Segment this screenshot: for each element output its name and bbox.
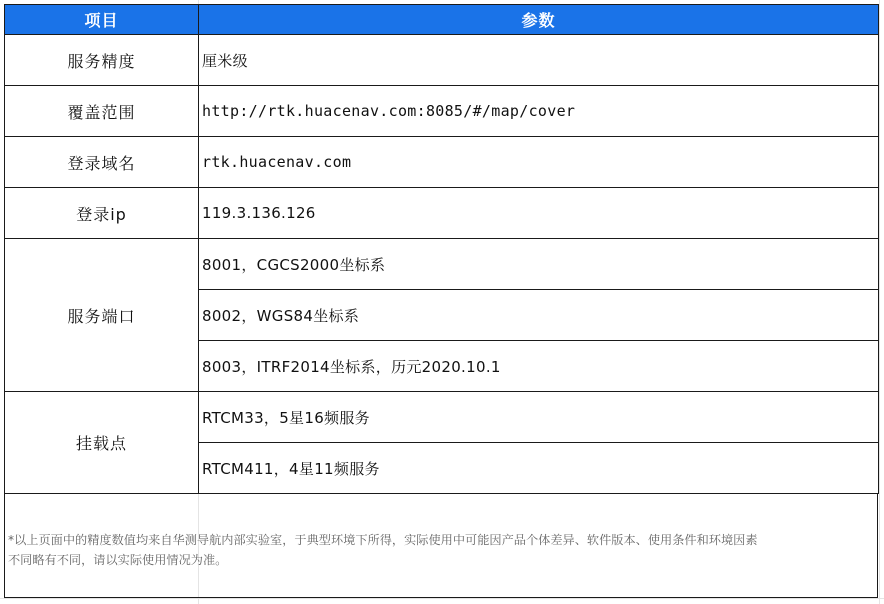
table-row (5, 239, 879, 290)
row-label-domain: 登录域名 (5, 137, 199, 188)
row-value-port: 8003，ITRF2014坐标系，历元2020.10.1 (199, 341, 879, 392)
row-value-port: 8002，WGS84坐标系 (199, 290, 879, 341)
row-value-mountpoint: RTCM411，4星11频服务 (199, 443, 879, 494)
sheet-gridline (879, 0, 880, 604)
row-value-ip: 119.3.136.126 (199, 188, 879, 239)
spec-sheet (4, 4, 878, 598)
header-param: 参数 (199, 5, 879, 35)
row-value-accuracy: 厘米级 (199, 35, 879, 86)
row-value-domain: rtk.huacenav.com (199, 137, 879, 188)
spec-table (4, 4, 879, 494)
table-row (5, 392, 879, 443)
disclaimer-line: 不同略有不同，请以实际使用情况为准。 (8, 553, 228, 567)
row-label-coverage: 覆盖范围 (5, 86, 199, 137)
row-value-mountpoint: RTCM33，5星16频服务 (199, 392, 879, 443)
table-row (5, 188, 879, 239)
row-label-accuracy: 服务精度 (5, 35, 199, 86)
table-row (5, 86, 879, 137)
table-row (5, 35, 879, 86)
row-label-ports: 服务端口 (5, 239, 199, 392)
header-item: 项目 (5, 5, 199, 35)
disclaimer-line: *以上页面中的精度数值均来自华测导航内部实验室，于典型环境下所得，实际使用中可能因产品个体差异、软件版本、使用条件和环境因素 (8, 533, 758, 547)
disclaimer-note (4, 494, 878, 598)
row-label-ip: 登录ip (5, 188, 199, 239)
table-row (5, 137, 879, 188)
row-value-coverage-link[interactable]: http://rtk.huacenav.com:8085/#/map/cover (199, 86, 879, 137)
row-label-mountpoints: 挂载点 (5, 392, 199, 494)
sheet-gridline (0, 598, 884, 599)
row-value-port: 8001，CGCS2000坐标系 (199, 239, 879, 290)
header-row (5, 5, 879, 35)
